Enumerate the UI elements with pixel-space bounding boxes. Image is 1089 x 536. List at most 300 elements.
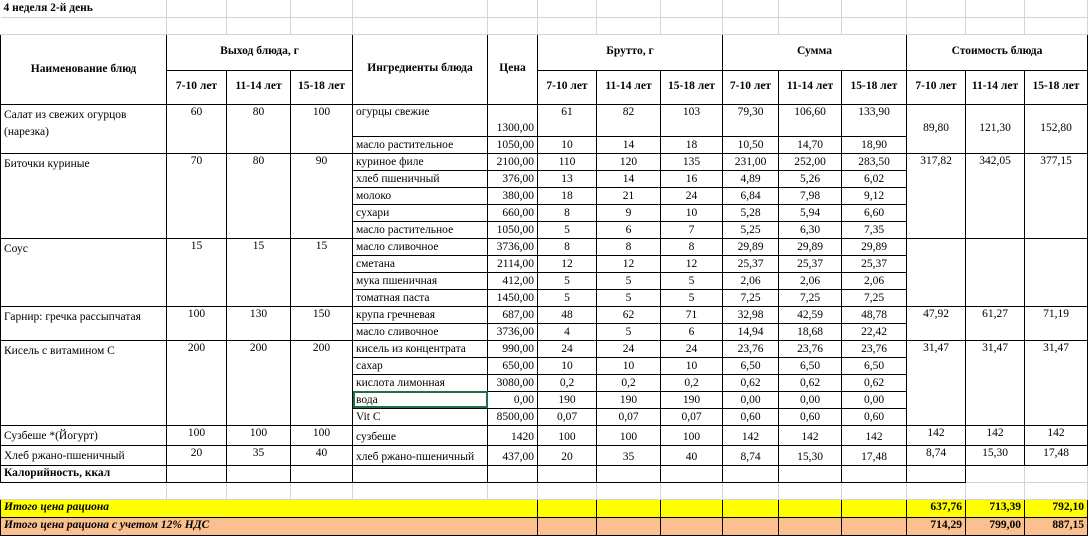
ingredient-sum[interactable]: 23,76 [842,340,907,357]
cell[interactable] [723,499,779,517]
header-sum-age3[interactable]: 15-18 лет [842,70,907,104]
ingredient-brutto[interactable]: 8 [597,238,661,255]
ingredient-sum[interactable]: 6,50 [842,357,907,374]
ingredient-brutto[interactable]: 100 [661,425,723,445]
ingredient-sum[interactable]: 142 [723,425,779,445]
ingredient-brutto[interactable]: 82 [597,104,661,136]
ingredient-name[interactable]: хлеб ржано-пшеничный [353,445,488,465]
cell[interactable] [842,499,907,517]
ingredient-sum[interactable]: 0,60 [842,408,907,425]
dish-name[interactable]: Сузбеше *(Йогурт) [1,425,167,445]
cell[interactable] [1025,465,1088,482]
ingredient-brutto[interactable]: 71 [661,306,723,323]
ingredient-sum[interactable]: 7,25 [723,289,779,306]
cell[interactable] [661,465,723,482]
ingredient-sum[interactable]: 18,68 [779,323,842,340]
dish-cost[interactable]: 15,30 [966,445,1025,465]
cell[interactable] [723,482,779,499]
ingredient-brutto[interactable]: 5 [661,272,723,289]
header-sum-age1[interactable]: 7-10 лет [723,70,779,104]
cell[interactable] [353,482,488,499]
ingredient-brutto[interactable]: 16 [661,170,723,187]
total-value[interactable]: 714,29 [907,517,966,535]
total-value[interactable]: 887,15 [1025,517,1088,535]
ingredient-name[interactable]: кислота лимонная [353,374,488,391]
cell[interactable] [227,17,291,34]
dish-yield[interactable]: 200 [227,340,291,425]
ingredient-sum[interactable]: 14,70 [779,136,842,153]
cell[interactable] [1025,17,1088,34]
dish-yield[interactable]: 20 [167,445,227,465]
cell[interactable] [661,482,723,499]
cell[interactable] [538,499,597,517]
ingredient-name[interactable]: хлеб пшеничный [353,170,488,187]
ingredient-price[interactable]: 8500,00 [488,408,538,425]
cell[interactable] [723,17,779,34]
dish-yield[interactable]: 100 [227,425,291,445]
cell[interactable] [779,499,842,517]
dish-yield[interactable]: 15 [291,238,353,306]
ingredient-name[interactable]: кисель из концентрата [353,340,488,357]
dish-cost[interactable] [1025,238,1088,306]
ingredient-brutto[interactable]: 5 [538,272,597,289]
cell[interactable] [907,17,966,34]
ingredient-sum[interactable]: 133,90 [842,104,907,136]
cell[interactable] [597,465,661,482]
ingredient-brutto[interactable]: 100 [538,425,597,445]
header-cost-age1[interactable]: 7-10 лет [907,70,966,104]
cell[interactable] [966,0,1025,17]
total-label[interactable]: Итого цена рациона с учетом 12% НДС [1,517,538,535]
ingredient-brutto[interactable]: 12 [538,255,597,272]
ingredient-brutto[interactable]: 61 [538,104,597,136]
ingredient-sum[interactable]: 5,28 [723,204,779,221]
ingredient-brutto[interactable]: 110 [538,153,597,170]
cell[interactable] [227,0,291,17]
ingredient-sum[interactable]: 29,89 [723,238,779,255]
ingredient-brutto[interactable]: 0,07 [597,408,661,425]
dish-yield[interactable]: 15 [167,238,227,306]
ingredient-sum[interactable]: 2,06 [723,272,779,289]
ingredient-brutto[interactable]: 24 [597,340,661,357]
dish-cost[interactable]: 71,19 [1025,306,1088,340]
ingredient-brutto[interactable]: 5 [597,272,661,289]
cell[interactable] [842,465,907,482]
cell[interactable] [488,465,538,482]
cell[interactable] [779,482,842,499]
ingredient-sum[interactable]: 32,98 [723,306,779,323]
calorie-label[interactable]: Калорийность, ккал [1,465,167,482]
cell[interactable] [1,482,167,499]
dish-yield[interactable]: 70 [167,153,227,238]
cell[interactable] [538,17,597,34]
ingredient-sum[interactable]: 0,62 [779,374,842,391]
dish-yield[interactable]: 40 [291,445,353,465]
header-dish-name[interactable]: Наименование блюд [1,34,167,104]
ingredient-name[interactable]: куриное филе [353,153,488,170]
ingredient-brutto[interactable]: 18 [538,187,597,204]
cell[interactable] [661,17,723,34]
header-brutto[interactable]: Брутто, г [538,34,723,70]
ingredient-price[interactable]: 3080,00 [488,374,538,391]
ingredient-brutto[interactable]: 18 [661,136,723,153]
ingredient-sum[interactable]: 7,35 [842,221,907,238]
ingredient-sum[interactable]: 0,00 [842,391,907,408]
ingredient-brutto[interactable]: 10 [661,357,723,374]
ingredient-brutto[interactable]: 5 [597,289,661,306]
ingredient-price[interactable]: 437,00 [488,445,538,465]
ingredient-brutto[interactable]: 9 [597,204,661,221]
ingredient-brutto[interactable]: 6 [661,323,723,340]
dish-cost[interactable]: 61,27 [966,306,1025,340]
cell[interactable] [779,17,842,34]
dish-cost[interactable]: 31,47 [966,340,1025,425]
ingredient-sum[interactable]: 0,00 [779,391,842,408]
ingredient-sum[interactable]: 8,74 [723,445,779,465]
dish-cost[interactable]: 152,80 [1025,104,1088,153]
sheet-title[interactable]: 4 неделя 2-й день [1,0,167,17]
dish-cost[interactable]: 47,92 [907,306,966,340]
total-label[interactable]: Итого цена рациона [1,499,538,517]
header-brutto-age2[interactable]: 11-14 лет [597,70,661,104]
ingredient-brutto[interactable]: 10 [597,357,661,374]
ingredient-sum[interactable]: 25,37 [723,255,779,272]
dish-yield[interactable]: 100 [167,425,227,445]
ingredient-sum[interactable]: 2,06 [779,272,842,289]
ingredient-sum[interactable]: 0,60 [779,408,842,425]
ingredient-brutto[interactable]: 40 [661,445,723,465]
ingredient-name[interactable]: масло сливочное [353,238,488,255]
dish-name[interactable]: Салат из свежих огурцов (нарезка) [1,104,167,153]
ingredient-price[interactable]: 412,00 [488,272,538,289]
dish-yield[interactable]: 100 [291,425,353,445]
dish-cost[interactable] [907,238,966,306]
cell[interactable] [1025,0,1088,17]
ingredient-price[interactable]: 376,00 [488,170,538,187]
ingredient-sum[interactable]: 106,60 [779,104,842,136]
dish-cost[interactable]: 342,05 [966,153,1025,238]
ingredient-sum[interactable]: 0,62 [723,374,779,391]
ingredient-brutto[interactable]: 8 [538,204,597,221]
ingredient-sum[interactable]: 0,60 [723,408,779,425]
cell[interactable] [488,17,538,34]
ingredient-sum[interactable]: 48,78 [842,306,907,323]
ingredient-brutto[interactable]: 190 [538,391,597,408]
ingredient-brutto[interactable]: 0,2 [597,374,661,391]
ingredient-sum[interactable]: 42,59 [779,306,842,323]
cell[interactable] [966,17,1025,34]
cell[interactable] [597,517,661,535]
ingredient-name[interactable]: томатная паста [353,289,488,306]
cell[interactable] [597,0,661,17]
ingredient-brutto[interactable]: 13 [538,170,597,187]
ingredient-sum[interactable]: 2,06 [842,272,907,289]
cell[interactable] [966,482,1025,499]
ingredient-name[interactable]: молоко [353,187,488,204]
ingredient-brutto[interactable]: 48 [538,306,597,323]
ingredient-brutto[interactable]: 14 [597,136,661,153]
header-sum[interactable]: Сумма [723,34,907,70]
ingredient-brutto[interactable]: 0,07 [661,408,723,425]
ingredient-sum[interactable]: 29,89 [842,238,907,255]
cell[interactable] [907,482,966,499]
dish-cost[interactable]: 121,30 [966,104,1025,153]
total-value[interactable]: 792,10 [1025,499,1088,517]
ingredient-price[interactable]: 1300,00 [488,104,538,136]
dish-yield[interactable]: 35 [227,445,291,465]
cell[interactable] [661,517,723,535]
cell[interactable] [597,482,661,499]
cell[interactable] [227,465,291,482]
cell[interactable] [538,517,597,535]
ingredient-name[interactable]: сузбеше [353,425,488,445]
cell[interactable] [842,17,907,34]
cell[interactable] [661,0,723,17]
ingredient-brutto[interactable]: 4 [538,323,597,340]
header-ingredients[interactable]: Ингредиенты блюда [353,34,488,104]
cell[interactable] [1,17,167,34]
ingredient-sum[interactable]: 252,00 [779,153,842,170]
ingredient-brutto[interactable]: 5 [538,289,597,306]
ingredient-sum[interactable]: 5,26 [779,170,842,187]
ingredient-brutto[interactable]: 120 [597,153,661,170]
ingredient-brutto[interactable]: 5 [661,289,723,306]
ingredient-price[interactable]: 380,00 [488,187,538,204]
dish-name[interactable]: Биточки куриные [1,153,167,238]
cell[interactable] [291,17,353,34]
ingredient-sum[interactable]: 6,30 [779,221,842,238]
cell[interactable] [291,0,353,17]
ingredient-name[interactable]: масло сливочное [353,323,488,340]
ingredient-name[interactable]: вода [353,391,488,408]
ingredient-sum[interactable]: 15,30 [779,445,842,465]
header-yield[interactable]: Выход блюда, г [167,34,353,70]
cell[interactable] [779,517,842,535]
ingredient-brutto[interactable]: 10 [538,357,597,374]
dish-name[interactable]: Хлеб ржано-пшеничный [1,445,167,465]
ingredient-sum[interactable]: 6,60 [842,204,907,221]
ingredient-sum[interactable]: 7,25 [842,289,907,306]
cell[interactable] [907,465,966,482]
ingredient-brutto[interactable]: 103 [661,104,723,136]
ingredient-brutto[interactable]: 24 [661,340,723,357]
header-cost-age3[interactable]: 15-18 лет [1025,70,1088,104]
ingredient-sum[interactable]: 14,94 [723,323,779,340]
ingredient-price[interactable]: 0,00 [488,391,538,408]
dish-cost[interactable]: 142 [1025,425,1088,445]
cell[interactable] [907,0,966,17]
ingredient-brutto[interactable]: 20 [538,445,597,465]
total-value[interactable]: 637,76 [907,499,966,517]
dish-cost[interactable]: 89,80 [907,104,966,153]
ingredient-sum[interactable]: 22,42 [842,323,907,340]
cell[interactable] [353,17,488,34]
cell[interactable] [723,0,779,17]
ingredient-sum[interactable]: 6,50 [779,357,842,374]
total-value[interactable]: 799,00 [966,517,1025,535]
ingredient-name[interactable]: сметана [353,255,488,272]
header-brutto-age3[interactable]: 15-18 лет [661,70,723,104]
ingredient-sum[interactable]: 4,89 [723,170,779,187]
ingredient-price[interactable]: 660,00 [488,204,538,221]
cell[interactable] [779,0,842,17]
ingredient-brutto[interactable]: 190 [597,391,661,408]
ingredient-brutto[interactable]: 100 [597,425,661,445]
cell[interactable] [167,465,227,482]
dish-cost[interactable] [966,238,1025,306]
cell[interactable] [538,465,597,482]
ingredient-brutto[interactable]: 7 [661,221,723,238]
ingredient-sum[interactable]: 142 [842,425,907,445]
ingredient-sum[interactable]: 231,00 [723,153,779,170]
cell[interactable] [167,0,227,17]
ingredient-sum[interactable]: 0,62 [842,374,907,391]
ingredient-name[interactable]: масло растительное [353,221,488,238]
dish-yield[interactable]: 80 [227,153,291,238]
ingredient-price[interactable]: 3736,00 [488,238,538,255]
ingredient-sum[interactable]: 23,76 [779,340,842,357]
ingredient-price[interactable]: 687,00 [488,306,538,323]
dish-name[interactable]: Гарнир: гречка рассыпчатая [1,306,167,340]
ingredient-brutto[interactable]: 10 [538,136,597,153]
ingredient-brutto[interactable]: 24 [538,340,597,357]
ingredient-brutto[interactable]: 0,2 [538,374,597,391]
cell[interactable] [842,482,907,499]
header-cost[interactable]: Стоимость блюда [907,34,1088,70]
cell[interactable] [167,482,227,499]
dish-yield[interactable]: 200 [291,340,353,425]
ingredient-brutto[interactable]: 12 [597,255,661,272]
dish-cost[interactable]: 31,47 [1025,340,1088,425]
dish-yield[interactable]: 100 [291,104,353,153]
cell[interactable] [966,465,1025,482]
cell[interactable] [661,499,723,517]
ingredient-sum[interactable]: 17,48 [842,445,907,465]
dish-cost[interactable]: 142 [966,425,1025,445]
cell[interactable] [842,0,907,17]
ingredient-sum[interactable]: 29,89 [779,238,842,255]
ingredient-brutto[interactable]: 62 [597,306,661,323]
cell[interactable] [538,482,597,499]
ingredient-sum[interactable]: 79,30 [723,104,779,136]
cell[interactable] [779,465,842,482]
dish-cost[interactable]: 142 [907,425,966,445]
cell[interactable] [353,465,488,482]
ingredient-name[interactable]: крупа гречневая [353,306,488,323]
cell[interactable] [291,465,353,482]
ingredient-brutto[interactable]: 21 [597,187,661,204]
ingredient-sum[interactable]: 5,94 [779,204,842,221]
cell[interactable] [167,17,227,34]
cell[interactable] [291,482,353,499]
cell[interactable] [597,17,661,34]
dish-yield[interactable]: 15 [227,238,291,306]
ingredient-price[interactable]: 1450,00 [488,289,538,306]
ingredient-price[interactable]: 2114,00 [488,255,538,272]
dish-name[interactable]: Соус [1,238,167,306]
cell[interactable] [597,499,661,517]
ingredient-sum[interactable]: 18,90 [842,136,907,153]
ingredient-name[interactable]: мука пшеничная [353,272,488,289]
header-cost-age2[interactable]: 11-14 лет [966,70,1025,104]
header-yield-age1[interactable]: 7-10 лет [167,70,227,104]
ingredient-sum[interactable]: 23,76 [723,340,779,357]
ingredient-price[interactable]: 650,00 [488,357,538,374]
ingredient-brutto[interactable]: 12 [661,255,723,272]
ingredient-brutto[interactable]: 190 [661,391,723,408]
ingredient-price[interactable]: 990,00 [488,340,538,357]
dish-name[interactable]: Кисель с витамином С [1,340,167,425]
ingredient-price[interactable]: 2100,00 [488,153,538,170]
ingredient-brutto[interactable]: 0,07 [538,408,597,425]
ingredient-brutto[interactable]: 5 [597,323,661,340]
ingredient-brutto[interactable]: 14 [597,170,661,187]
ingredient-brutto[interactable]: 5 [538,221,597,238]
ingredient-sum[interactable]: 0,00 [723,391,779,408]
dish-cost[interactable]: 377,15 [1025,153,1088,238]
ingredient-sum[interactable]: 9,12 [842,187,907,204]
ingredient-sum[interactable]: 6,50 [723,357,779,374]
ingredient-price[interactable]: 1050,00 [488,221,538,238]
ingredient-name[interactable]: сахар [353,357,488,374]
ingredient-brutto[interactable]: 8 [661,238,723,255]
ingredient-price[interactable]: 3736,00 [488,323,538,340]
header-yield-age2[interactable]: 11-14 лет [227,70,291,104]
dish-yield[interactable]: 130 [227,306,291,340]
dish-yield[interactable]: 90 [291,153,353,238]
cell[interactable] [353,0,488,17]
cell[interactable] [723,465,779,482]
ingredient-sum[interactable]: 142 [779,425,842,445]
ingredient-name[interactable]: масло растительное [353,136,488,153]
ingredient-price[interactable]: 1420 [488,425,538,445]
ingredient-name[interactable]: огурцы свежие [353,104,488,136]
ingredient-brutto[interactable]: 135 [661,153,723,170]
header-brutto-age1[interactable]: 7-10 лет [538,70,597,104]
cell[interactable] [538,0,597,17]
dish-yield[interactable]: 100 [167,306,227,340]
header-sum-age2[interactable]: 11-14 лет [779,70,842,104]
dish-yield[interactable]: 60 [167,104,227,153]
dish-yield[interactable]: 200 [167,340,227,425]
cell[interactable] [842,517,907,535]
dish-cost[interactable]: 8,74 [907,445,966,465]
cell[interactable] [227,482,291,499]
dish-yield[interactable]: 150 [291,306,353,340]
ingredient-sum[interactable]: 10,50 [723,136,779,153]
cell[interactable] [723,517,779,535]
ingredient-sum[interactable]: 5,25 [723,221,779,238]
ingredient-brutto[interactable]: 24 [661,187,723,204]
dish-cost[interactable]: 17,48 [1025,445,1088,465]
cell[interactable] [1025,482,1088,499]
ingredient-name[interactable]: Vit C [353,408,488,425]
header-yield-age3[interactable]: 15-18 лет [291,70,353,104]
dish-cost[interactable]: 31,47 [907,340,966,425]
ingredient-brutto[interactable]: 0,2 [661,374,723,391]
ingredient-sum[interactable]: 7,25 [779,289,842,306]
cell[interactable] [488,482,538,499]
dish-cost[interactable]: 317,82 [907,153,966,238]
cell[interactable] [488,0,538,17]
total-value[interactable]: 713,39 [966,499,1025,517]
ingredient-sum[interactable]: 25,37 [779,255,842,272]
ingredient-sum[interactable]: 6,02 [842,170,907,187]
ingredient-brutto[interactable]: 8 [538,238,597,255]
ingredient-brutto[interactable]: 35 [597,445,661,465]
ingredient-sum[interactable]: 283,50 [842,153,907,170]
ingredient-sum[interactable]: 7,98 [779,187,842,204]
